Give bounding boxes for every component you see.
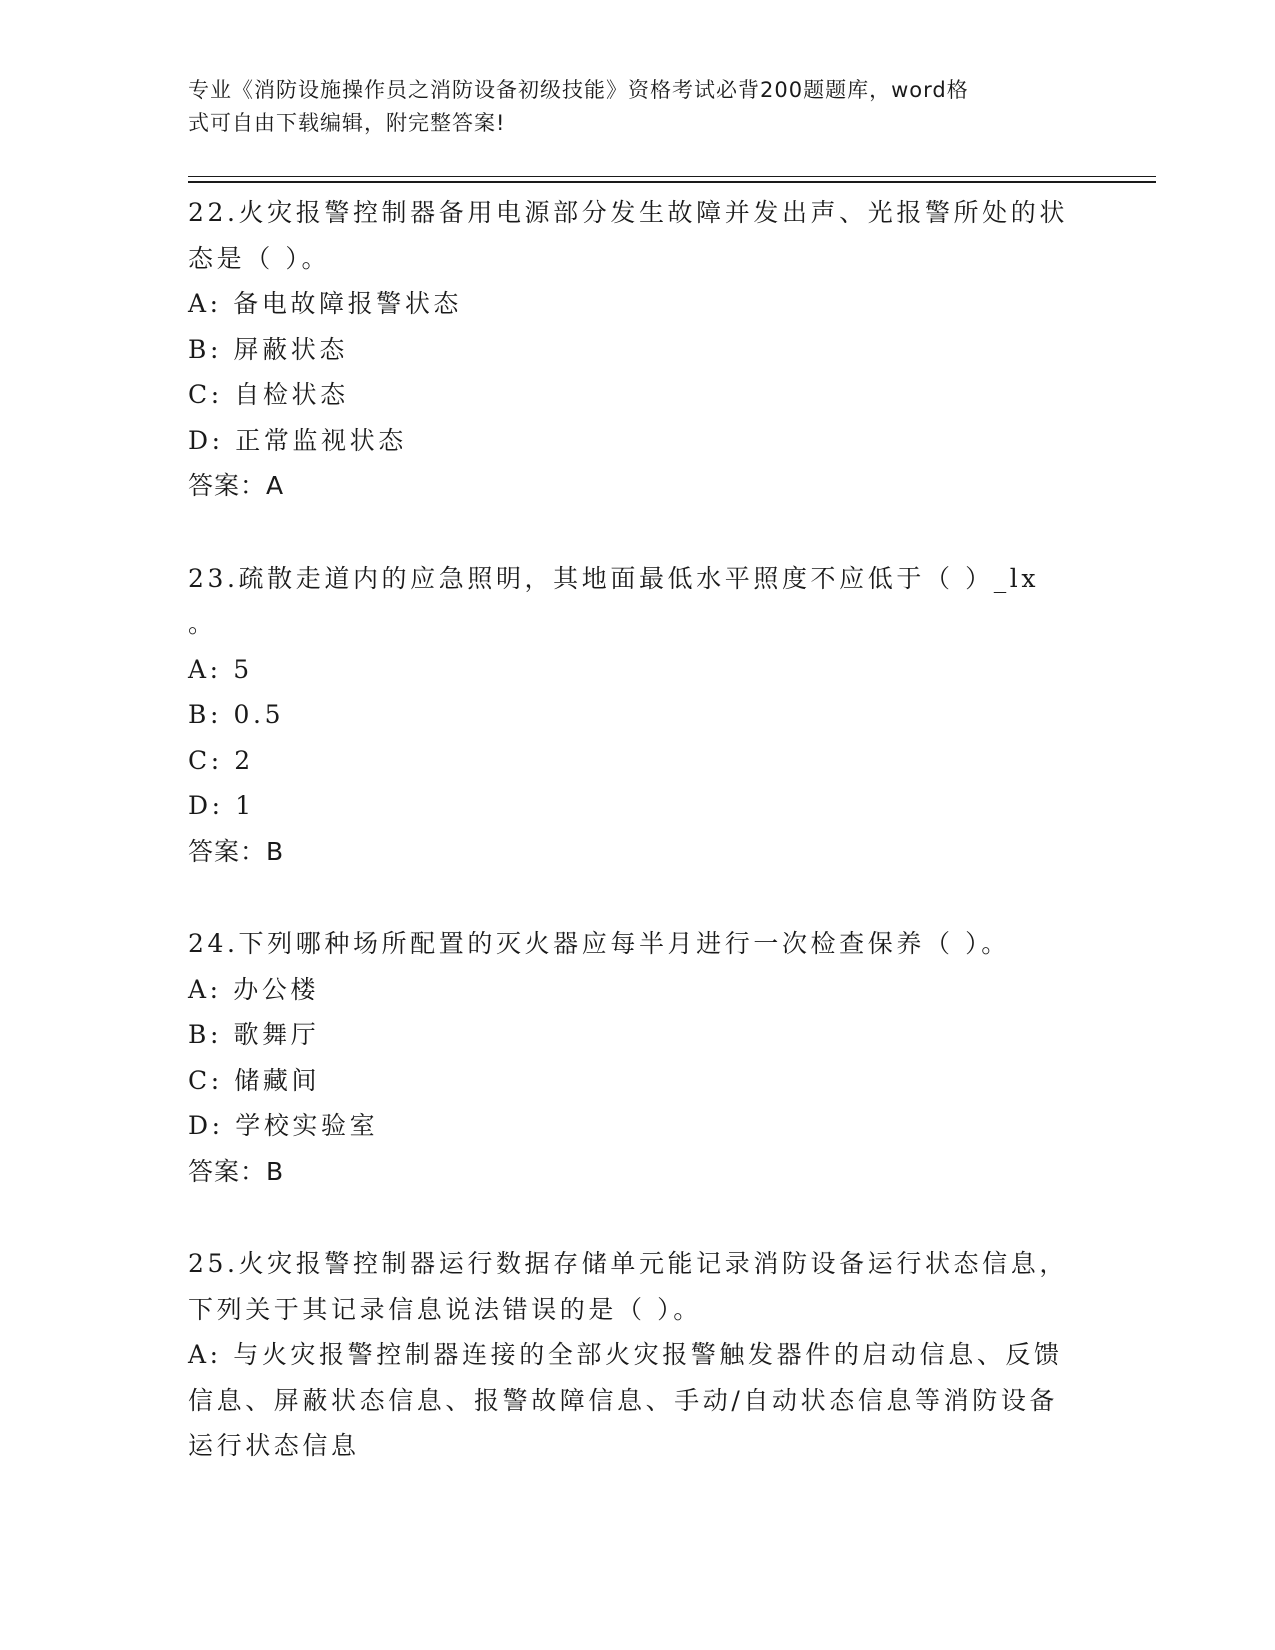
header-line-1: 专业《消防设施操作员之消防设备初级技能》资格考试必背200题题库，word格 xyxy=(188,78,969,102)
question-22 xyxy=(188,190,1088,509)
question-list xyxy=(188,190,1088,1469)
header-line-2: 式可自由下载编辑，附完整答案! xyxy=(188,111,506,135)
option-b: B: 歌舞厅 xyxy=(188,1020,320,1049)
option-c: C: 储藏间 xyxy=(188,1065,321,1095)
answer-label: 答案：B xyxy=(188,836,285,866)
option-d: D: 学校实验室 xyxy=(188,1111,379,1140)
question-text-line: 态是（ ）。 xyxy=(188,243,331,273)
answer-label: 答案：B xyxy=(188,1156,285,1186)
question-25 xyxy=(188,1241,1088,1469)
option-a-line: 信息、屏蔽状态信息、报警故障信息、手动/自动状态信息等消防设备 xyxy=(188,1385,1059,1415)
question-text-line: 25.火灾报警控制器运行数据存储单元能记录消防设备运行状态信息， xyxy=(188,1249,1068,1278)
option-c: C: 2 xyxy=(188,745,254,775)
document-header xyxy=(188,74,1068,140)
option-c: C: 自检状态 xyxy=(188,380,349,409)
option-a-line: A: 与火灾报警控制器连接的全部火灾报警触发器件的启动信息、反馈 xyxy=(188,1340,1063,1369)
question-text-line: 23.疏散走道内的应急照明，其地面最低水平照度不应低于（ ）_lx xyxy=(188,563,1040,593)
question-23 xyxy=(188,556,1088,875)
option-a: A: 办公楼 xyxy=(188,974,320,1004)
answer-label: 答案：A xyxy=(188,471,285,500)
header-divider-thick xyxy=(188,181,1156,183)
question-text-line: 下列关于其记录信息说法错误的是（ ）。 xyxy=(188,1294,702,1324)
option-b: B: 屏蔽状态 xyxy=(188,334,348,364)
option-a: A: 5 xyxy=(188,654,253,684)
question-24 xyxy=(188,921,1088,1194)
question-text-line: 24.下列哪种场所配置的灭火器应每半月进行一次检查保养（ ）。 xyxy=(188,929,1010,958)
option-a-line: 运行状态信息 xyxy=(188,1431,360,1460)
option-d: D: 正常监视状态 xyxy=(188,425,407,455)
option-b: B: 0.5 xyxy=(188,700,285,729)
question-text-line: 22.火灾报警控制器备用电源部分发生故障并发出声、光报警所处的状 xyxy=(188,198,1068,227)
option-d: D: 1 xyxy=(188,791,255,820)
question-text-line: 。 xyxy=(188,609,217,638)
header-divider-thin xyxy=(188,176,1156,177)
option-a: A: 备电故障报警状态 xyxy=(188,289,463,318)
